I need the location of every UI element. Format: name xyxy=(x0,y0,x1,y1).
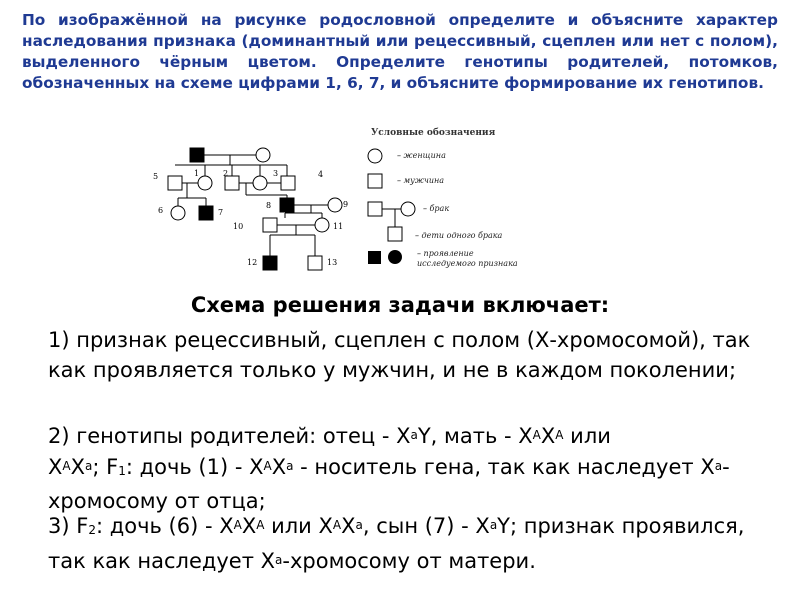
pedigree-number: 6 xyxy=(158,206,164,215)
legend-child-symbol xyxy=(388,227,402,241)
pedigree-number: 12 xyxy=(247,258,258,267)
pedigree-diagram xyxy=(150,135,350,275)
solution-point-3: 3) F2: дочь $(6) - Х^АХ^А$ или $Х^АХ^а$, сын $(7) - Х^аY$; признак проявился, так как наследует $Х^а$-хромосому от матери. xyxy=(48,514,745,573)
pedigree-male xyxy=(308,256,322,270)
legend-affected-male xyxy=(368,251,381,264)
pedigree-male xyxy=(168,176,182,190)
pedigree-number: 2 xyxy=(223,169,229,178)
pedigree-number: 9 xyxy=(343,200,349,209)
legend-male-symbol xyxy=(368,174,382,188)
pedigree-male-affected xyxy=(280,198,294,212)
legend-marriage-label: – брак xyxy=(423,204,450,213)
task-text: По изображённой на рисунке родословной определите и объясните характер наследования признака (доминантный или рецессивный, сцеплен или нет с полом), выделенного чёрным цветом. Определите генотипы родителей, потомков, обозначенных на схеме цифрами 1, 6, 7, и объясните формирование их генотипов. xyxy=(22,11,778,92)
solution-point-2: 2) генотипы родителей: отец - $Х^аY$, мать - $Х^АХ^А$ или $Х^АХ^а$; F1: дочь $(1) - Х^АХ^а$ - носитель гена, так как наследует $Х^а$-хромосому от отца; xyxy=(48,424,730,513)
pedigree-number: 4 xyxy=(318,170,324,179)
pedigree-female xyxy=(253,176,267,190)
pedigree-male xyxy=(281,176,295,190)
legend-title: Условные обозначения xyxy=(371,128,496,138)
legend-male-label: – мужчина xyxy=(397,176,445,185)
pedigree-number: 1 xyxy=(194,169,200,178)
solution-point-1: 1) признак рецессивный, сцеплен с полом (Х-хромосомой), так как проявляется только у мужчин, и не в каждом поколении; xyxy=(48,328,751,382)
legend-trait-label-2: исследуемого признака xyxy=(417,259,518,268)
legend-marriage-female xyxy=(401,202,415,216)
pedigree-number: 8 xyxy=(266,201,272,210)
legend-female-label: – женщина xyxy=(397,151,446,160)
pedigree-male xyxy=(225,176,239,190)
pedigree-female xyxy=(256,148,270,162)
pedigree-female xyxy=(315,218,329,232)
pedigree-male-affected xyxy=(263,256,277,270)
pedigree-female xyxy=(328,198,342,212)
pedigree-female xyxy=(171,206,185,220)
pedigree-number: 11 xyxy=(333,222,344,231)
pedigree-male-affected xyxy=(199,206,213,220)
pedigree-number: 10 xyxy=(233,222,244,231)
pedigree-male-affected xyxy=(190,148,204,162)
pedigree-female xyxy=(198,176,212,190)
legend-female-symbol xyxy=(368,149,382,163)
pedigree-number: 3 xyxy=(273,169,279,178)
pedigree-male xyxy=(263,218,277,232)
legend-affected-female xyxy=(388,250,402,264)
pedigree-number: 7 xyxy=(218,208,224,217)
legend-marriage-male xyxy=(368,202,382,216)
legend-children-label: – дети одного брака xyxy=(415,231,503,240)
solution-heading: Схема решения задачи включает: xyxy=(190,293,610,317)
legend-panel xyxy=(355,120,545,280)
legend-trait-label: – проявление xyxy=(417,249,474,258)
pedigree-number: 5 xyxy=(153,172,159,181)
pedigree-number: 13 xyxy=(327,258,338,267)
